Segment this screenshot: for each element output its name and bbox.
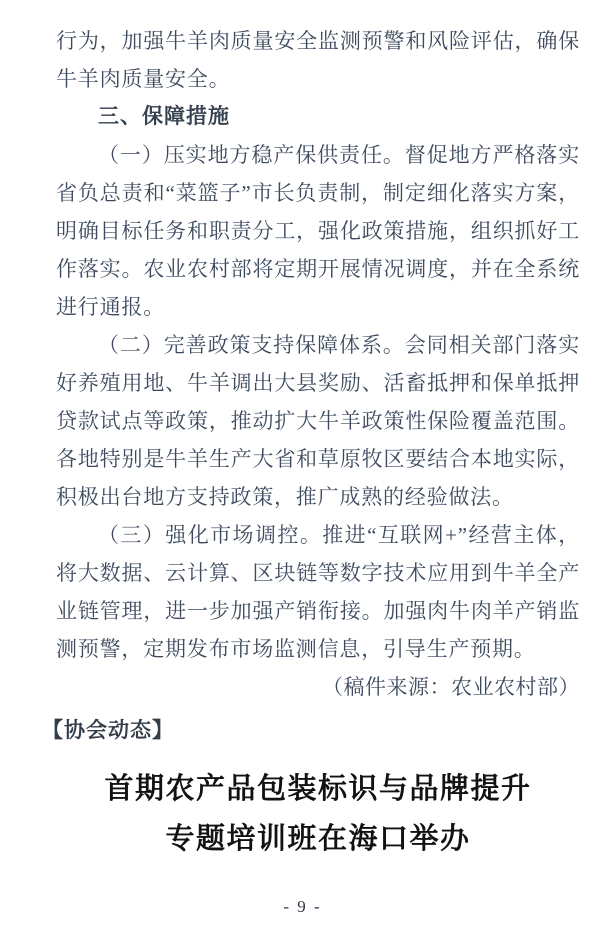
source-attribution: （稿件来源：农业农村部） <box>322 675 580 699</box>
article-title-line1: 首期农产品包装标识与品牌提升 <box>104 773 532 805</box>
body-paragraph-3: （三）强化市场调控。推进“互联网+”经营主体，将大数据、云计算、区块链等数字技术应用到牛羊全产业链管理，进一步加强产销衔接。加强肉牛肉羊产销监测预警，定期发布市场监测信息，引导生产预期。 <box>56 523 580 661</box>
section-marker-association-news: 【协会动态】 <box>42 719 174 742</box>
article-title <box>56 764 580 864</box>
body-paragraph-2: （二）完善政策支持保障体系。会同相关部门落实好养殖用地、牛羊调出大县奖励、活畜抵押和保单抵押贷款试点等政策，推动扩大牛羊政策性保险覆盖范围。各地特别是牛羊生产大省和草原牧区要结合本地实际，积极出台地方支持政策，推广成熟的经验做法。 <box>56 333 580 509</box>
article-title-line2: 专题培训班在海口举办 <box>165 823 471 855</box>
body-paragraph-1: （一）压实地方稳产保供责任。督促地方严格落实省负总责和“菜篮子”市长负责制，制定细化落实方案，明确目标任务和职责分工，强化政策措施，组织抓好工作落实。农业农村部将定期开展情况调度，并在全系统进行通报。 <box>56 143 580 319</box>
page-number: - 9 - <box>283 897 322 916</box>
section-heading: 三、保障措施 <box>98 105 230 128</box>
intro-continuation-paragraph: 行为，加强牛羊肉质量安全监测预警和风险评估，确保牛羊肉质量安全。 <box>56 29 580 91</box>
